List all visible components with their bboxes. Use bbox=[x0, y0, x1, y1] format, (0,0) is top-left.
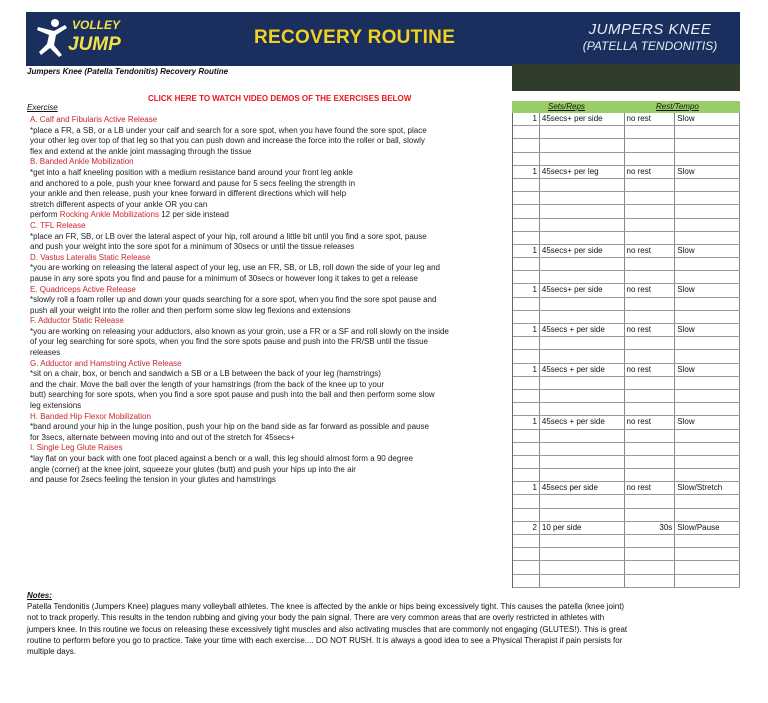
table-row bbox=[513, 430, 740, 443]
sets-reps-cell: 45secs+ per side bbox=[540, 245, 625, 257]
rest-cell bbox=[625, 179, 676, 191]
table-row bbox=[513, 153, 740, 166]
rest-tempo-header: Rest/Tempo bbox=[656, 102, 699, 111]
rest-cell bbox=[625, 232, 676, 244]
video-demos-link[interactable]: CLICK HERE TO WATCH VIDEO DEMOS OF THE EXERCISES BELOW bbox=[148, 94, 412, 103]
tempo-cell bbox=[675, 337, 740, 349]
set-count-cell bbox=[513, 205, 540, 217]
rest-cell bbox=[625, 219, 676, 231]
table-row bbox=[513, 311, 740, 324]
rest-cell bbox=[625, 495, 676, 507]
tempo-cell bbox=[675, 535, 740, 547]
tempo-cell bbox=[675, 126, 740, 138]
set-count-cell bbox=[513, 403, 540, 415]
rest-cell bbox=[625, 377, 676, 389]
set-count-cell bbox=[513, 232, 540, 244]
set-count-cell bbox=[513, 153, 540, 165]
sets-reps-cell bbox=[540, 443, 625, 455]
alt-suffix: 12 per side instead bbox=[158, 210, 229, 220]
set-count-cell bbox=[513, 337, 540, 349]
table-row bbox=[513, 324, 740, 337]
document-title: Jumpers Knee (Patella Tendonitis) Recovery Routine bbox=[27, 67, 229, 76]
rest-cell: no rest bbox=[625, 364, 676, 376]
tempo-cell bbox=[675, 509, 740, 521]
exercise-description: *place a FR, a SB, or a LB under your calf and search for a sore spot, when you have found the sore spot, place your other leg over top of that leg so that you can push down and increase the force into the roller or ball, slowly flex and extend at the ankle joint massaging through the tissue bbox=[30, 125, 427, 156]
set-count-cell bbox=[513, 298, 540, 310]
table-row bbox=[513, 390, 740, 403]
exercise-description: *sit on a chair, box, or bench and sandwich a SB or a LB between the back of your leg (hamstrings) and the chair. Move the ball over the length of your hamstrings (from the back of the knee up to your butt) searching for sore spots, when you find a sore spot pause and push into the ball and then perform some slow leg extensions bbox=[30, 369, 435, 411]
set-count-cell bbox=[513, 443, 540, 455]
table-row bbox=[513, 258, 740, 271]
exercise-description: *lay flat on your back with one foot placed against a bench or a wall, this leg should almost form a 90 degree angle (corner) at the knee joint, squeeze your glutes (butt) and push your hips up into the air and pause for 2secs feeling the tension in your glutes and hamstrings bbox=[30, 454, 413, 485]
tempo-cell: Slow bbox=[675, 245, 740, 257]
rest-cell bbox=[625, 430, 676, 442]
logo-text-jump: JUMP bbox=[68, 34, 121, 55]
tempo-cell bbox=[675, 430, 740, 442]
rest-cell bbox=[625, 443, 676, 455]
set-count-cell: 1 bbox=[513, 113, 540, 125]
table-row bbox=[513, 469, 740, 482]
table-row bbox=[513, 219, 740, 232]
exercise-list bbox=[30, 115, 510, 486]
sets-reps-cell: 45secs + per side bbox=[540, 416, 625, 428]
sets-reps-cell bbox=[540, 337, 625, 349]
tempo-cell bbox=[675, 139, 740, 151]
set-count-cell bbox=[513, 535, 540, 547]
sets-reps-cell: 45secs per side bbox=[540, 482, 625, 494]
tempo-cell: Slow/Pause bbox=[675, 522, 740, 534]
set-count-cell: 1 bbox=[513, 482, 540, 494]
table-row bbox=[513, 113, 740, 126]
set-count-cell bbox=[513, 126, 540, 138]
exercise-item bbox=[30, 157, 510, 221]
sets-reps-cell bbox=[540, 232, 625, 244]
tempo-cell bbox=[675, 443, 740, 455]
rest-cell: no rest bbox=[625, 284, 676, 296]
rocking-ankle-link[interactable]: Rocking Ankle Mobilizations bbox=[59, 210, 159, 220]
table-row bbox=[513, 561, 740, 574]
sets-reps-cell bbox=[540, 456, 625, 468]
notes-body: Patella Tendonitis (Jumpers Knee) plagues many volleyball athletes. The knee is affected by the ankle or hips being excessively tight. This causes the patella (knee joint) not to track properly. This results in the tendon rubbing and giving your body the pain signal. There are very common areas that are overly restricted in athletes with jumpers knee. In this routine we focus on releasing these excessively tight muscles and also activating muscles that are commonly not engaging (GLUTES!). This is great routine to perform before you go to practice. Take your time with each exercise.... DO NOT RUSH. It is always a good idea to see a Physical Therapist if pain persists for multiple days. bbox=[27, 602, 628, 657]
table-row bbox=[513, 245, 740, 258]
table-row bbox=[513, 179, 740, 192]
sets-reps-cell bbox=[540, 390, 625, 402]
set-count-cell: 1 bbox=[513, 284, 540, 296]
table-row bbox=[513, 575, 740, 588]
tempo-cell bbox=[675, 350, 740, 362]
exercise-title-link[interactable]: A. Calf and Fibularis Active Release bbox=[30, 115, 158, 124]
rest-cell: no rest bbox=[625, 324, 676, 336]
rest-cell bbox=[625, 469, 676, 481]
set-count-cell bbox=[513, 430, 540, 442]
tempo-cell bbox=[675, 377, 740, 389]
table-row bbox=[513, 443, 740, 456]
set-count-cell bbox=[513, 258, 540, 270]
sets-reps-cell bbox=[540, 139, 625, 151]
tempo-cell bbox=[675, 271, 740, 283]
condition-title bbox=[570, 21, 730, 53]
exercise-description: *band around your hip in the lunge position, push your hip on the band side as far forward as possible and pause for 3secs, alternate between moving into and out of the stretch for 45secs+ bbox=[30, 422, 429, 442]
tempo-cell bbox=[675, 179, 740, 191]
sets-reps-cell bbox=[540, 258, 625, 270]
tempo-cell bbox=[675, 495, 740, 507]
sets-reps-cell bbox=[540, 495, 625, 507]
notes-label: Notes: bbox=[27, 591, 52, 600]
tempo-cell bbox=[675, 298, 740, 310]
rest-cell bbox=[625, 350, 676, 362]
table-row bbox=[513, 126, 740, 139]
page-title: RECOVERY ROUTINE bbox=[254, 27, 456, 48]
table-row bbox=[513, 192, 740, 205]
sets-reps-cell bbox=[540, 403, 625, 415]
set-count-cell: 1 bbox=[513, 324, 540, 336]
sets-reps-cell: 45secs + per side bbox=[540, 324, 625, 336]
rest-cell bbox=[625, 561, 676, 573]
logo-text-volley: VOLLEY bbox=[72, 18, 121, 32]
condition-subtitle: (PATELLA TENDONITIS) bbox=[582, 39, 718, 53]
condition-name: JUMPERS KNEE bbox=[588, 21, 712, 38]
sets-reps-cell bbox=[540, 377, 625, 389]
alt-prefix: perform bbox=[30, 210, 60, 220]
sets-reps-cell: 10 per side bbox=[540, 522, 625, 534]
set-count-cell: 1 bbox=[513, 245, 540, 257]
tempo-cell: Slow bbox=[675, 364, 740, 376]
set-count-cell bbox=[513, 192, 540, 204]
table-row bbox=[513, 271, 740, 284]
sets-reps-cell bbox=[540, 575, 625, 587]
exercise-column-heading: Exercise bbox=[27, 103, 58, 112]
exercise-description: *slowly roll a foam roller up and down your quads searching for a sore spot, when you find the sore spot pause and push all your weight into the roller and then perform some slow leg flexions and extensions bbox=[30, 295, 437, 315]
sets-reps-cell: 45secs + per side bbox=[540, 364, 625, 376]
rest-cell bbox=[625, 403, 676, 415]
tempo-cell: Slow bbox=[675, 416, 740, 428]
tempo-cell bbox=[675, 456, 740, 468]
exercise-alternative bbox=[30, 210, 510, 221]
exercise-title-link[interactable]: I. Single Leg Glute Raises bbox=[30, 443, 123, 453]
exercise-description: *you are working on releasing your adductors, also known as your groin, use a FR or a SF and roll slowly on the inside of your leg searching for sore spots, when you find the sore spots pause and push into the FR/SB until the tissue releases bbox=[30, 326, 449, 358]
sets-reps-cell bbox=[540, 469, 625, 481]
exercise-item bbox=[30, 253, 510, 285]
sets-reps-cell bbox=[540, 561, 625, 573]
set-count-cell bbox=[513, 377, 540, 389]
set-count-cell bbox=[513, 495, 540, 507]
sets-reps-header: Sets/Reps bbox=[548, 102, 585, 111]
rest-cell bbox=[625, 258, 676, 270]
set-count-cell bbox=[513, 561, 540, 573]
sets-reps-cell bbox=[540, 535, 625, 547]
rest-cell bbox=[625, 535, 676, 547]
sets-reps-cell bbox=[540, 205, 625, 217]
exercise-title-link[interactable]: H. Banded Hip Flexor Mobilization bbox=[30, 411, 151, 421]
set-count-cell bbox=[513, 390, 540, 402]
sets-reps-cell: 45secs+ per side bbox=[540, 113, 625, 125]
exercise-item bbox=[30, 443, 510, 485]
rest-cell bbox=[625, 575, 676, 587]
set-count-cell bbox=[513, 139, 540, 151]
exercise-item bbox=[30, 359, 510, 412]
table-top-band bbox=[512, 64, 740, 91]
tempo-cell bbox=[675, 258, 740, 270]
table-header-band bbox=[512, 101, 740, 113]
set-count-cell: 1 bbox=[513, 364, 540, 376]
table-row bbox=[513, 205, 740, 218]
table-row bbox=[513, 509, 740, 522]
rest-cell bbox=[625, 139, 676, 151]
rest-cell bbox=[625, 337, 676, 349]
table-row bbox=[513, 337, 740, 350]
table-row bbox=[513, 377, 740, 390]
rest-cell bbox=[625, 192, 676, 204]
tempo-cell bbox=[675, 219, 740, 231]
exercise-item bbox=[30, 115, 510, 157]
tempo-cell bbox=[675, 153, 740, 165]
sets-reps-cell bbox=[540, 192, 625, 204]
rest-cell bbox=[625, 548, 676, 560]
exercise-item bbox=[30, 285, 510, 317]
sets-reps-cell bbox=[540, 311, 625, 323]
exercise-description: *you are working on releasing the lateral aspect of your leg, use an FR, SB, or LB, roll down the side of your leg and pause in any sore spots you find and pause for a minimum of 30secs or however long it takes to get a release bbox=[30, 263, 441, 283]
exercise-title-link[interactable]: D. Vastus Lateralis Static Release bbox=[30, 252, 151, 262]
tempo-cell bbox=[675, 575, 740, 587]
sets-reps-cell bbox=[540, 126, 625, 138]
set-count-cell bbox=[513, 456, 540, 468]
set-count-cell bbox=[513, 311, 540, 323]
table-row bbox=[513, 482, 740, 495]
rest-cell bbox=[625, 153, 676, 165]
set-count-cell bbox=[513, 350, 540, 362]
rest-cell bbox=[625, 390, 676, 402]
set-count-cell bbox=[513, 271, 540, 283]
tempo-cell: Slow bbox=[675, 284, 740, 296]
tempo-cell bbox=[675, 192, 740, 204]
tempo-cell bbox=[675, 548, 740, 560]
set-count-cell bbox=[513, 548, 540, 560]
tempo-cell: Slow bbox=[675, 166, 740, 178]
sets-reps-cell bbox=[540, 350, 625, 362]
exercise-item bbox=[30, 221, 510, 253]
exercise-title-link[interactable]: B. Banded Ankle Mobilization bbox=[30, 157, 134, 167]
sets-reps-cell bbox=[540, 219, 625, 231]
rest-cell bbox=[625, 456, 676, 468]
tempo-cell: Slow/Stretch bbox=[675, 482, 740, 494]
table-row bbox=[513, 364, 740, 377]
set-count-cell bbox=[513, 575, 540, 587]
jumping-player-icon bbox=[32, 17, 72, 61]
table-row bbox=[513, 139, 740, 152]
sets-reps-cell bbox=[540, 271, 625, 283]
sets-reps-cell bbox=[540, 548, 625, 560]
sets-reps-table bbox=[512, 113, 740, 588]
tempo-cell bbox=[675, 311, 740, 323]
table-row bbox=[513, 284, 740, 297]
set-count-cell bbox=[513, 179, 540, 191]
rest-cell: no rest bbox=[625, 245, 676, 257]
table-row bbox=[513, 456, 740, 469]
table-row bbox=[513, 166, 740, 179]
rest-cell: no rest bbox=[625, 416, 676, 428]
tempo-cell bbox=[675, 403, 740, 415]
sets-reps-cell: 45secs+ per side bbox=[540, 284, 625, 296]
tempo-cell: Slow bbox=[675, 113, 740, 125]
set-count-cell bbox=[513, 219, 540, 231]
exercise-item bbox=[30, 316, 510, 358]
rest-cell bbox=[625, 205, 676, 217]
rest-cell: no rest bbox=[625, 166, 676, 178]
tempo-cell bbox=[675, 232, 740, 244]
rest-cell bbox=[625, 311, 676, 323]
tempo-cell bbox=[675, 561, 740, 573]
sets-reps-cell bbox=[540, 509, 625, 521]
tempo-cell bbox=[675, 469, 740, 481]
table-row bbox=[513, 403, 740, 416]
sets-reps-cell: 45secs+ per leg bbox=[540, 166, 625, 178]
rest-cell: no rest bbox=[625, 482, 676, 494]
set-count-cell bbox=[513, 469, 540, 481]
exercise-title-link[interactable]: E. Quadriceps Active Release bbox=[30, 284, 136, 294]
set-count-cell bbox=[513, 509, 540, 521]
table-row bbox=[513, 522, 740, 535]
rest-cell bbox=[625, 509, 676, 521]
rest-cell: 30s bbox=[625, 522, 676, 534]
sets-reps-cell bbox=[540, 430, 625, 442]
set-count-cell: 2 bbox=[513, 522, 540, 534]
set-count-cell: 1 bbox=[513, 416, 540, 428]
rest-cell bbox=[625, 271, 676, 283]
sets-reps-cell bbox=[540, 298, 625, 310]
table-row bbox=[513, 495, 740, 508]
sets-reps-cell bbox=[540, 179, 625, 191]
exercise-description: *get into a half kneeling position with a medium resistance band around your front leg ankle and anchored to a pole, push your knee forward and pause for 5 secs feeling the strength in your ankle and then release, push your knee forward in different directions which will help stretch different aspects of your ankle OR you can bbox=[30, 167, 356, 209]
table-row bbox=[513, 416, 740, 429]
notes-section bbox=[27, 590, 739, 657]
tempo-cell: Slow bbox=[675, 324, 740, 336]
rest-cell bbox=[625, 298, 676, 310]
volleyjump-logo[interactable] bbox=[32, 17, 121, 61]
exercise-item bbox=[30, 412, 510, 444]
tempo-cell bbox=[675, 205, 740, 217]
table-row bbox=[513, 298, 740, 311]
exercise-title-link[interactable]: C. TFL Release bbox=[30, 220, 86, 230]
table-row bbox=[513, 232, 740, 245]
rest-cell: no rest bbox=[625, 113, 676, 125]
exercise-title-link[interactable]: G. Adductor and Hamstring Active Release bbox=[30, 358, 182, 368]
table-row bbox=[513, 350, 740, 363]
header-banner bbox=[26, 12, 740, 66]
table-row bbox=[513, 535, 740, 548]
exercise-title-link[interactable]: F. Adductor Static Release bbox=[30, 316, 124, 326]
tempo-cell bbox=[675, 390, 740, 402]
table-row bbox=[513, 548, 740, 561]
exercise-description: *place an FR, SB, or LB over the lateral aspect of your hip, roll around a little bit until you find a sore spot, pause and push your weight into the sore spot for a minimum of 30secs or until the tissue releases bbox=[30, 231, 427, 252]
rest-cell bbox=[625, 126, 676, 138]
set-count-cell: 1 bbox=[513, 166, 540, 178]
sets-reps-cell bbox=[540, 153, 625, 165]
